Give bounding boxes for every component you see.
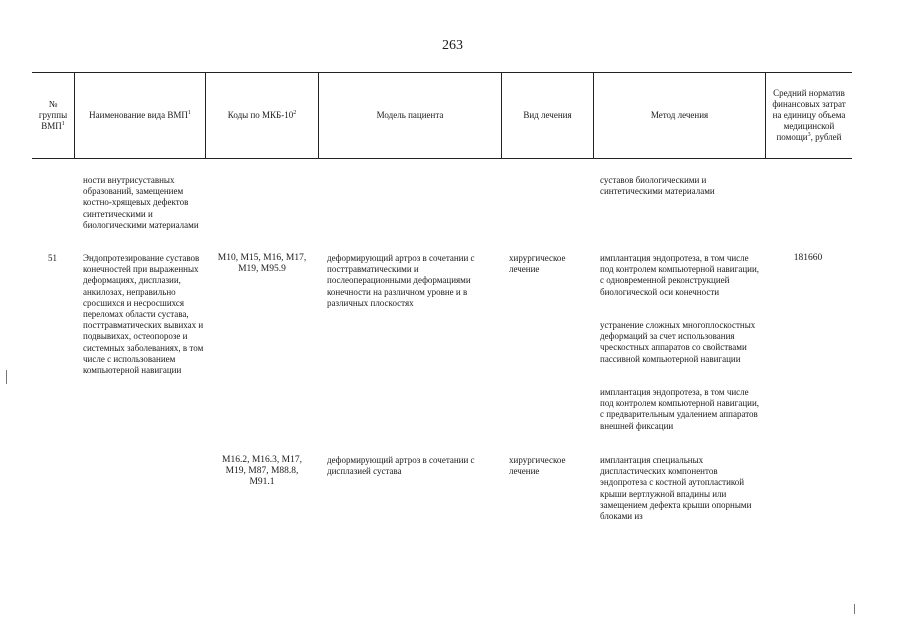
row-51-method-2: устранение сложных многоплоскостных деформаций за счет использования чрескостных аппаратов со свойствами пассивной компьютерной навигации — [600, 320, 756, 364]
header-treatment-type-text: Вид лечения — [523, 110, 572, 120]
row-51-icd-codes: M10, M15, M16, M17, M19, M95.9 — [217, 253, 307, 275]
footnote-mark: 1 — [187, 110, 191, 116]
row-51-treatment-type-2: хирургическое лечение — [509, 455, 566, 477]
header-icd-codes-text: Коды по МКБ-10 — [227, 110, 294, 120]
header-patient-model-text: Модель пациента — [376, 110, 444, 120]
row-51-method-1: имплантация эндопротеза, в том числе под контролем компьютерной навигации, с одновременной реконструкцией биологической оси конечности — [600, 253, 760, 297]
header-average-cost-suffix: , рублей — [810, 132, 842, 142]
row-51-group-number: 51 — [48, 253, 57, 263]
header-group-number-text: № группы ВМП — [38, 99, 68, 131]
row-51-average-cost: 181660 — [793, 253, 823, 263]
header-vmp-name — [75, 73, 205, 158]
page-number: 263 — [442, 38, 463, 53]
header-average-cost-text: Средний норматив финансовых затрат на единицу объема медицинской помощи — [772, 88, 846, 142]
header-vmp-name-text: Наименование вида ВМП — [89, 110, 188, 120]
row-51-treatment-type: хирургическое лечение — [509, 253, 566, 275]
header-patient-model — [319, 73, 501, 158]
row-51-patient-model-2: деформирующий артроз в сочетании с дисплазией сустава — [327, 455, 475, 477]
scan-mark — [854, 604, 855, 614]
footnote-mark: 3 — [807, 132, 811, 138]
footnote-mark: 2 — [293, 110, 297, 116]
header-treatment-method — [594, 73, 765, 158]
header-average-cost — [766, 73, 852, 158]
row-51-patient-model: деформирующий артроз в сочетании с посттравматическими и послеоперационными деформациями конечности на различном уровне и в различных плоскостях — [327, 253, 475, 308]
header-bottom-rule — [32, 158, 852, 159]
header-icd-codes — [206, 73, 318, 158]
header-treatment-method-text: Метод лечения — [650, 110, 709, 120]
row-51-vmp-name: Эндопротезирование суставов конечностей при выраженных деформациях, дисплазии, анкилозах, неправильно сросшихся и несросшихся переломах области сустава, посттравматических вывихах и подвывихах, остеопорозе и системных заболеваниях, в том числе с использованием компьютерной навигации — [83, 253, 204, 376]
row-51-method-3: имплантация эндопротеза, в том числе под контролем компьютерной навигации, с предварительным удалением аппаратов внешней фиксации — [600, 387, 760, 431]
header-group-number — [32, 73, 74, 158]
continuation-vmp-name: ности внутрисуставных образований, замещением костно-хрящевых дефектов синтетическими и биологическими материалами — [83, 175, 199, 230]
continuation-treatment-method: суставов биологическими и синтетическими материалами — [600, 175, 715, 197]
row-51-icd-codes-2: M16.2, M16.3, M17, M19, M87, M88.8, M91.1 — [222, 455, 302, 488]
scan-mark — [6, 370, 7, 384]
header-treatment-type — [502, 73, 593, 158]
row-51-method-4: имплантация специальных диспластических компонентов эндопротеза с костной аутопластикой крыши вертлужной впадины или замещением дефекта крыши опорными блоками из — [600, 455, 752, 522]
footnote-mark: 1 — [61, 121, 65, 127]
